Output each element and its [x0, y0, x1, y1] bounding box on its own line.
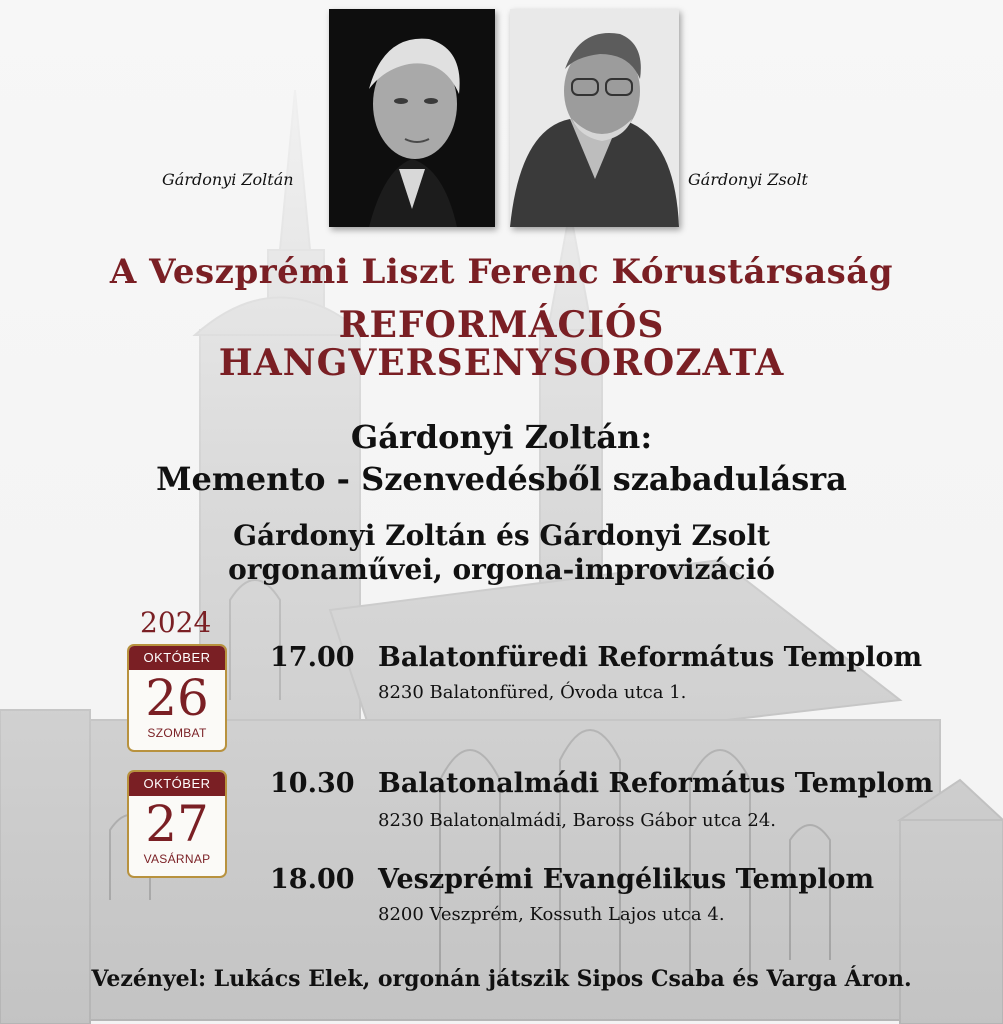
photo-caption-right: Gárdonyi Zsolt [688, 170, 808, 189]
subtitle-line-1: Gárdonyi Zoltán és Gárdonyi Zsolt [233, 519, 770, 552]
series-title [0, 306, 1003, 382]
event-venue: Balatonalmádi Református Templom [378, 768, 934, 799]
composer-name: Gárdonyi Zoltán: [350, 418, 653, 456]
calendar-weekday: SZOMBAT [147, 726, 207, 740]
program-subtitle [0, 519, 1003, 587]
subtitle-line-2: orgonaművei, orgona-improvizáció [228, 553, 775, 586]
portrait-photo-icon [510, 9, 679, 227]
calendar-weekday: VASÁRNAP [143, 852, 211, 866]
event-address: 8230 Balatonfüred, Óvoda utca 1. [378, 682, 687, 703]
event-venue: Veszprémi Evangélikus Templom [378, 864, 875, 895]
calendar-month: OKTÓBER [129, 646, 225, 670]
program-work [0, 416, 1003, 500]
calendar-day: 26 [145, 669, 209, 727]
event-time: 18.00 [270, 864, 355, 895]
calendar-month: OKTÓBER [129, 772, 225, 796]
event-venue: Balatonfüredi Református Templom [378, 642, 923, 673]
portrait-photo-icon [329, 9, 495, 227]
calendar-date-badge [127, 644, 227, 752]
portrait-photo-gardonyi-zoltan [329, 9, 495, 227]
organization-title: A Veszprémi Liszt Ferenc Kórustársaság [109, 252, 894, 292]
series-title-line-1: REFORMÁCIÓS [338, 304, 665, 346]
calendar-date-badge [127, 770, 227, 878]
calendar-day: 27 [145, 795, 209, 853]
event-time: 17.00 [270, 642, 355, 673]
event-address: 8230 Balatonalmádi, Baross Gábor utca 24. [378, 810, 777, 831]
event-time: 10.30 [270, 768, 355, 799]
series-title-line-2: HANGVERSENYSOROZATA [218, 342, 785, 384]
event-address: 8200 Veszprém, Kossuth Lajos utca 4. [378, 904, 725, 925]
photo-caption-left: Gárdonyi Zoltán [162, 170, 294, 189]
year-label: 2024 [140, 606, 212, 639]
performers-credit: Vezényel: Lukács Elek, orgonán játszik Sipos Csaba és Varga Áron. [91, 966, 912, 992]
portrait-photo-gardonyi-zsolt [510, 9, 679, 227]
work-title: Memento - Szenvedésből szabadulásra [156, 460, 847, 498]
